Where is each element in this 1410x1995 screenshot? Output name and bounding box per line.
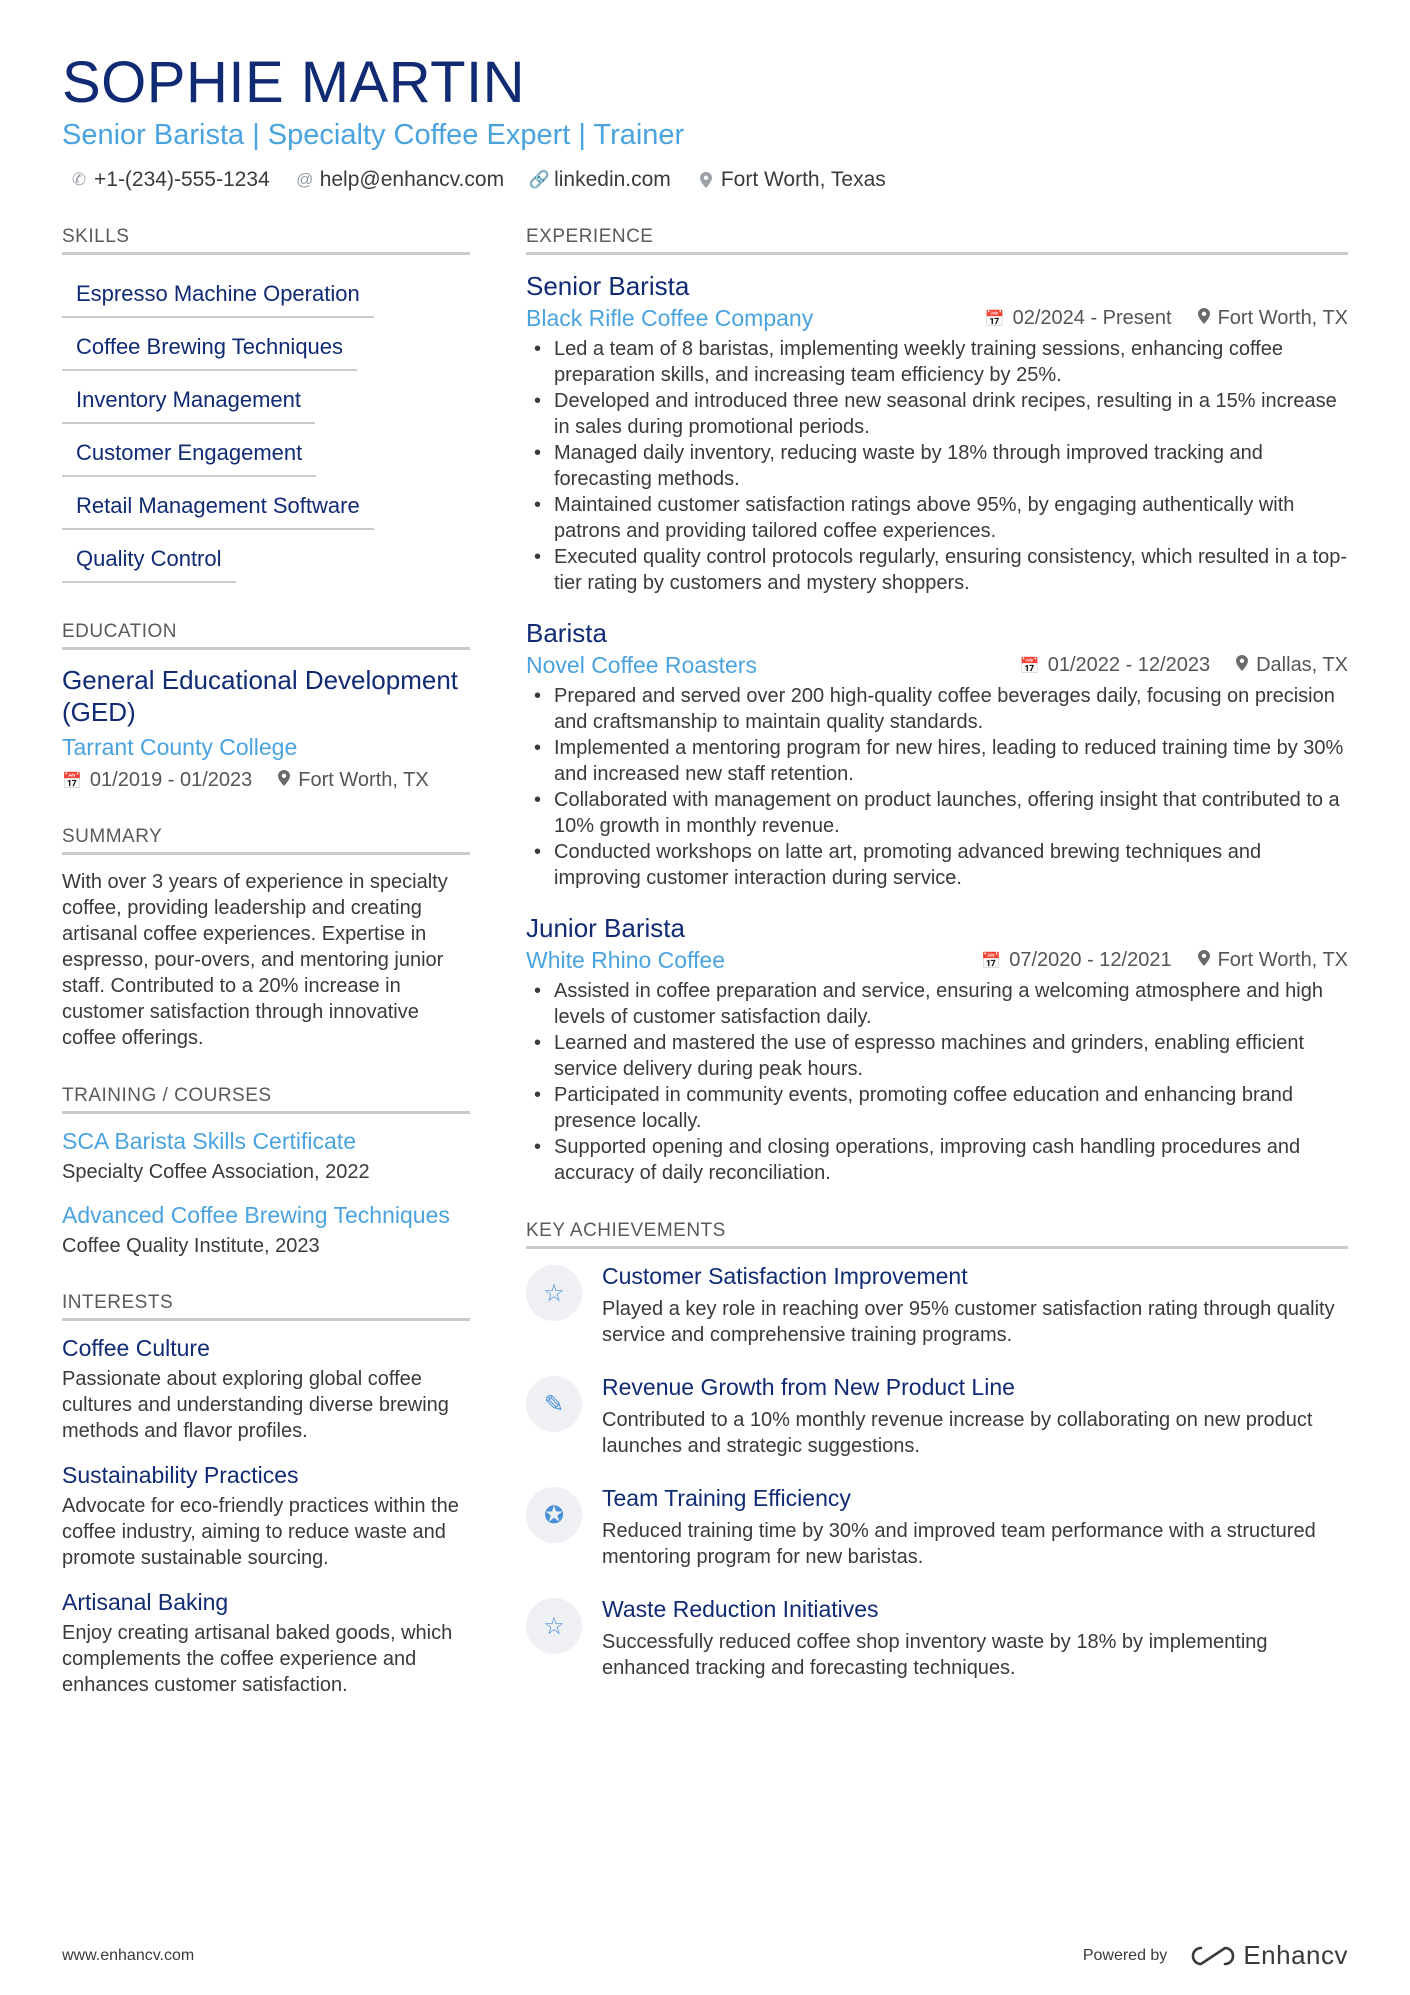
interest-name: Sustainability Practices <box>62 1462 299 1488</box>
achievement-item <box>526 1596 1348 1681</box>
course-name: Advanced Coffee Brewing Techniques <box>62 1202 450 1228</box>
job-bullet: • Implemented a mentoring program for new hires, leading to reduced training time by 30% and increased new staff retention. <box>554 735 1348 787</box>
achievement-title: Waste Reduction Initiatives <box>602 1596 879 1622</box>
candidate-headline: Senior Barista | Specialty Coffee Expert | Trainer <box>62 119 685 151</box>
right-column <box>526 226 1348 1732</box>
course-name: SCA Barista Skills Certificate <box>62 1128 356 1154</box>
candidate-name: SOPHIE MARTIN <box>62 50 526 115</box>
enhancv-logo[interactable] <box>1191 1940 1348 1971</box>
job-bullets <box>526 336 1348 596</box>
contact-phone[interactable] <box>70 168 270 192</box>
interest-text: Passionate about exploring global coffee cultures and understanding diverse brewing methods and flavor profiles. <box>62 1368 449 1442</box>
at-icon: @ <box>296 170 314 189</box>
skill-tag: Quality Control <box>62 534 236 583</box>
education-degree: General Educational Development (GED) <box>62 665 459 727</box>
interest-text: Enjoy creating artisanal baked goods, which complements the coffee experience and enhances customer satisfaction. <box>62 1622 453 1696</box>
skills-section <box>62 226 470 587</box>
interests-title: INTERESTS <box>62 1292 470 1321</box>
calendar-icon: 📅 <box>984 310 1005 328</box>
job-entry <box>526 616 1348 891</box>
achievement-title: Customer Satisfaction Improvement <box>602 1263 968 1289</box>
location-icon <box>697 172 715 188</box>
job-title: Junior Barista <box>526 913 685 943</box>
skill-tag: Espresso Machine Operation <box>62 269 374 318</box>
contact-email-text: help@enhancv.com <box>319 168 505 191</box>
job-bullets <box>526 978 1348 1186</box>
powered-by-label: Powered by <box>1082 1946 1168 1964</box>
interest-item <box>62 1335 470 1444</box>
course-provider: Specialty Coffee Association, 2022 <box>62 1161 370 1183</box>
achievement-text: Successfully reduced coffee shop inventory waste by 18% by implementing enhanced tracking and forecasting techniques. <box>602 1631 1268 1679</box>
job-bullet: • Assisted in coffee preparation and service, ensuring a welcoming atmosphere and high levels of customer satisfaction daily. <box>554 978 1348 1030</box>
job-bullet: • Participated in community events, promoting coffee education and enhancing brand presence locally. <box>554 1082 1348 1134</box>
job-location: Fort Worth, TX <box>1217 307 1348 329</box>
interest-item <box>62 1589 470 1698</box>
contact-location <box>697 168 886 192</box>
skills-title: SKILLS <box>62 226 470 255</box>
interest-item <box>62 1462 470 1571</box>
job-dates: 01/2022 - 12/2023 <box>1047 654 1211 676</box>
education-location: Fort Worth, TX <box>298 769 429 791</box>
location-icon <box>1198 308 1210 329</box>
link-icon: 🔗 <box>528 170 550 189</box>
contact-bar <box>62 168 1348 192</box>
experience-section <box>526 226 1348 1186</box>
location-icon <box>278 770 290 791</box>
job-bullet: • Prepared and served over 200 high-quality coffee beverages daily, focusing on precision and craftsmanship to maintain quality standards. <box>554 683 1348 735</box>
experience-title: EXPERIENCE <box>526 226 1348 255</box>
calendar-icon: 📅 <box>1019 657 1040 675</box>
course-provider: Coffee Quality Institute, 2023 <box>62 1235 320 1257</box>
skill-tag: Customer Engagement <box>62 428 316 477</box>
interest-name: Artisanal Baking <box>62 1589 229 1615</box>
skill-tag: Coffee Brewing Techniques <box>62 322 357 371</box>
calendar-icon: 📅 <box>981 952 1002 970</box>
interest-name: Coffee Culture <box>62 1335 210 1361</box>
achievement-text: Contributed to a 10% monthly revenue increase by collaborating on new product launches and strategic suggestions. <box>602 1409 1313 1457</box>
skill-tag: Retail Management Software <box>62 481 374 530</box>
job-bullet: • Led a team of 8 baristas, implementing weekly training sessions, enhancing coffee preparation skills, and increasing team efficiency by 25%. <box>554 336 1348 388</box>
job-bullet: • Maintained customer satisfaction ratings above 95%, by engaging authentically with patrons and providing tailored coffee experiences. <box>554 492 1348 544</box>
achievement-item <box>526 1374 1348 1459</box>
award-icon: ✪ <box>526 1487 582 1543</box>
job-title: Senior Barista <box>526 271 690 301</box>
brand-name: Enhancv <box>1243 1940 1348 1970</box>
training-title: TRAINING / COURSES <box>62 1085 470 1114</box>
interests-section <box>62 1292 470 1698</box>
enhancv-logo-icon <box>1191 1945 1235 1967</box>
job-bullet: • Managed daily inventory, reducing waste by 18% through improved tracking and forecasting methods. <box>554 440 1348 492</box>
achievements-title: KEY ACHIEVEMENTS <box>526 1220 1348 1249</box>
training-section <box>62 1085 470 1258</box>
achievement-item <box>526 1485 1348 1570</box>
course-item <box>62 1202 470 1258</box>
contact-email[interactable] <box>296 168 504 192</box>
education-title: EDUCATION <box>62 621 470 650</box>
job-bullets <box>526 683 1348 891</box>
summary-section <box>62 826 470 1051</box>
job-location: Fort Worth, TX <box>1217 949 1348 971</box>
job-entry <box>526 269 1348 596</box>
job-company: White Rhino Coffee <box>526 947 726 973</box>
achievement-item <box>526 1263 1348 1348</box>
footer-website[interactable]: www.enhancv.com <box>62 1946 195 1964</box>
job-dates: 02/2024 - Present <box>1012 307 1172 329</box>
location-icon <box>1198 950 1210 971</box>
job-dates: 07/2020 - 12/2021 <box>1009 949 1172 971</box>
achievement-title: Revenue Growth from New Product Line <box>602 1374 1015 1400</box>
contact-linkedin-text: linkedin.com <box>554 168 671 191</box>
achievements-section <box>526 1220 1348 1681</box>
contact-location-text: Fort Worth, Texas <box>720 168 886 191</box>
achievement-text: Played a key role in reaching over 95% customer satisfaction rating through quality service and comprehensive training programs. <box>602 1298 1335 1346</box>
job-entry <box>526 911 1348 1186</box>
education-dates: 01/2019 - 01/2023 <box>89 769 253 791</box>
star-icon: ☆ <box>526 1598 582 1654</box>
skill-tag: Inventory Management <box>62 375 315 424</box>
footer <box>62 1940 1348 1971</box>
education-section <box>62 621 470 792</box>
job-company: Novel Coffee Roasters <box>526 652 757 678</box>
job-company: Black Rifle Coffee Company <box>526 305 814 331</box>
job-title: Barista <box>526 618 607 648</box>
achievement-text: Reduced training time by 30% and improved team performance with a structured mentoring program for new baristas. <box>602 1520 1316 1568</box>
calendar-icon: 📅 <box>62 772 82 790</box>
magic-wand-icon: ✎ <box>526 1376 582 1432</box>
location-icon <box>1236 655 1248 676</box>
job-bullet: • Executed quality control protocols regularly, ensuring consistency, which resulted in a top-tier rating by customers and mystery shoppers. <box>554 544 1348 596</box>
job-bullet: • Developed and introduced three new seasonal drink recipes, resulting in a 15% increase in sales during promotional periods. <box>554 388 1348 440</box>
job-bullet: • Learned and mastered the use of espresso machines and grinders, enabling efficient service delivery during peak hours. <box>554 1030 1348 1082</box>
education-school: Tarrant County College <box>62 734 298 760</box>
job-location: Dallas, TX <box>1256 654 1348 676</box>
summary-text: With over 3 years of experience in specialty coffee, providing leadership and creating artisanal coffee experiences. Expertise in espresso, pour-overs, and mentoring junior staff. Contributed to a 20% increase in customer satisfaction through innovative coffee offerings. <box>62 871 448 1049</box>
contact-linkedin[interactable] <box>530 168 671 192</box>
job-bullet: • Supported opening and closing operations, improving cash handling procedures and accuracy of daily reconciliation. <box>554 1134 1348 1186</box>
summary-title: SUMMARY <box>62 826 470 855</box>
phone-icon: ✆ <box>71 170 87 189</box>
star-icon: ☆ <box>526 1265 582 1321</box>
contact-phone-text: +1-(234)-555-1234 <box>94 168 270 191</box>
achievement-title: Team Training Efficiency <box>602 1485 851 1511</box>
interest-text: Advocate for eco-friendly practices within the coffee industry, aiming to reduce waste and promote sustainable sourcing. <box>62 1495 459 1569</box>
job-bullet: • Collaborated with management on product launches, offering insight that contributed to a 10% growth in monthly revenue. <box>554 787 1348 839</box>
course-item <box>62 1128 470 1184</box>
left-column <box>62 226 470 1732</box>
job-bullet: • Conducted workshops on latte art, promoting advanced brewing techniques and improving customer interaction during service. <box>554 839 1348 891</box>
